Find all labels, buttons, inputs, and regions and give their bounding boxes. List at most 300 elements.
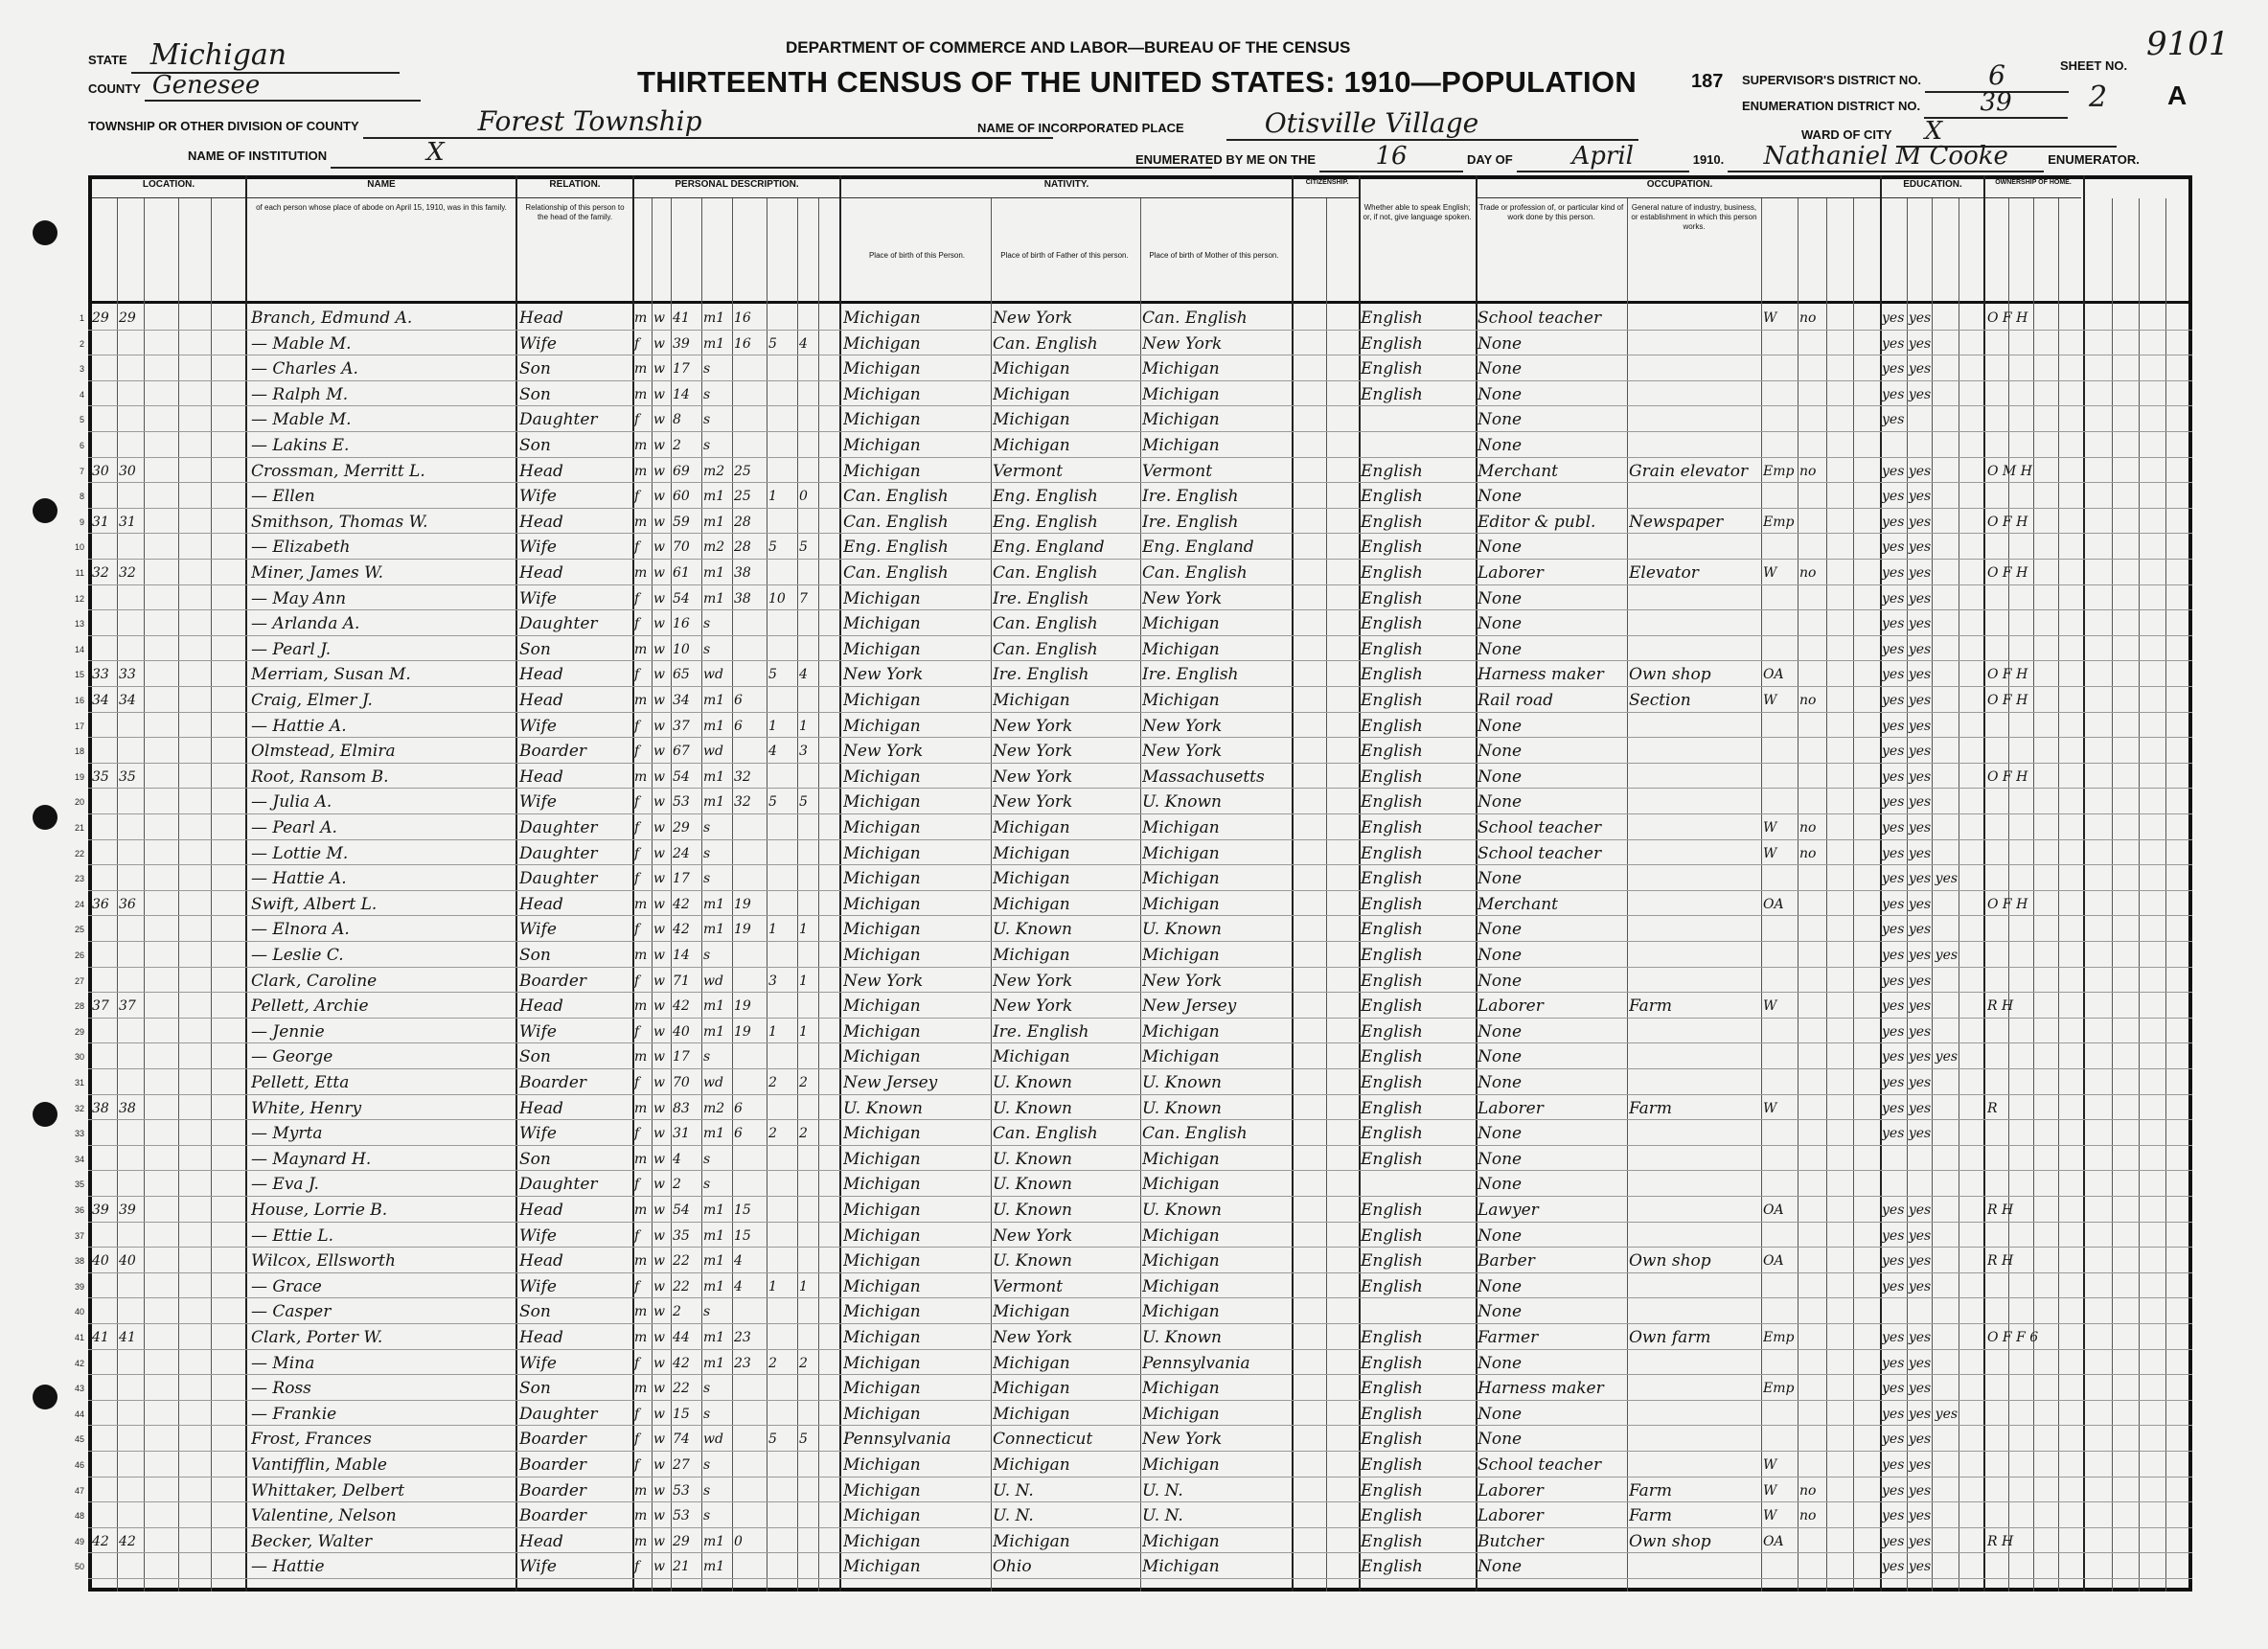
cell-ms: s [703,438,711,453]
table-row [74,840,2192,866]
line-number: 31 [74,1078,84,1088]
cell-dw [92,1553,119,1578]
enumerated-month: April [1517,142,1689,172]
cell-ms: wd [703,667,723,683]
line-number: 45 [74,1434,84,1445]
cell-rel: Head [519,309,563,328]
line-number: 42 [74,1358,84,1368]
cell-dw: 31 [92,514,109,530]
table-row [74,1477,2192,1503]
cell-yrs: 19 [734,998,751,1015]
cell-yrs: 0 [734,1533,743,1549]
cell-mbp: Michigan [1142,843,1220,863]
cell-race: w [653,1177,665,1193]
cell-bp: Michigan [843,716,921,736]
cell-ms: m1 [703,590,725,607]
cell-fam [119,1298,146,1323]
cell-age: 2 [673,438,681,453]
binder-hole-1 [33,220,57,245]
cell-own [1987,331,2081,355]
line-number: 14 [74,644,84,654]
cell-ed: yes yes yes [1882,871,1959,887]
cell-ed: yes yes [1882,693,1932,708]
cell-own: R H [1987,1202,2014,1218]
cell-ed: yes yes [1882,896,1932,912]
table-row [74,764,2192,790]
cell-own [1987,865,2081,890]
cell-name: Valentine, Nelson [251,1506,397,1526]
cell-rel: Head [519,691,563,710]
cell-ind [1629,381,1759,406]
cell-emp [1763,432,1798,457]
cell-mbp: Michigan [1142,1251,1220,1271]
cell-fbp: New York [993,1225,1073,1246]
cell-yrs [734,1069,763,1094]
cell-trade: Butcher [1478,1531,1544,1551]
cell-ms: s [703,616,711,632]
cell-ind [1629,585,1759,610]
cell-name: — May Ann [251,588,347,608]
cell-emp [1763,1043,1798,1068]
line-number: 12 [74,593,84,604]
cell-born [768,1248,795,1272]
cell-emp: W [1763,1100,1777,1116]
cell-age: 22 [673,1253,690,1270]
cell-age: 53 [673,1508,690,1524]
cell-fam [119,916,146,941]
cell-yrs [734,1375,763,1400]
cell-ed: yes yes [1882,1126,1932,1142]
cell-race: w [653,1278,665,1294]
cell-yrs [734,865,763,890]
cell-age: 59 [673,514,690,530]
cell-race: w [653,922,665,938]
cell-name: — Myrta [251,1124,323,1144]
cell-lang: English [1361,996,1423,1017]
cell-bp: Can. English [843,487,949,507]
cell-born: 1 [768,489,777,505]
cell-bp: Michigan [843,1251,921,1271]
cell-wk [1799,1375,1826,1400]
cell-mbp: U. N. [1142,1480,1183,1500]
cell-emp: Emp [1763,514,1795,530]
cell-race: w [653,1533,665,1549]
cell-ms: m1 [703,693,725,708]
cell-trade: None [1478,792,1523,813]
cell-emp [1763,355,1798,380]
cell-liv: 2 [799,1075,808,1090]
cell-liv: 5 [799,1431,808,1448]
table-row [74,636,2192,662]
cell-wk [1799,1171,1826,1196]
cell-ms: wd [703,1075,723,1090]
cell-bp: Michigan [843,894,921,914]
cell-trade: None [1478,1149,1523,1169]
line-number: 6 [79,441,84,450]
cell-fam [119,789,146,813]
cell-fbp: Michigan [993,436,1070,455]
cell-lang: English [1361,1430,1423,1450]
table-row [74,534,2192,560]
cell-mbp: Michigan [1142,436,1220,455]
line-number: 13 [74,619,84,630]
cell-fam [119,1069,146,1094]
cell-trade: None [1478,1047,1523,1067]
cell-bp: Michigan [843,843,921,863]
cell-lang [1361,1171,1474,1196]
cell-yrs: 6 [734,718,743,734]
cell-yrs [734,1553,763,1578]
cell-mbp: Michigan [1142,614,1220,634]
cell-bp: Michigan [843,920,921,940]
cell-fbp: Vermont [993,1276,1064,1296]
cell-own: O F H [1987,565,2028,581]
cell-yrs: 25 [734,463,751,479]
cell-wk [1799,1350,1826,1375]
table-row [74,993,2192,1019]
cell-ind [1629,1273,1759,1298]
cell-name: — Ellen [251,487,315,507]
cell-ed: yes yes [1882,973,1932,989]
cell-sex: f [634,1278,640,1294]
cell-ind [1629,610,1759,635]
cell-fam [119,1223,146,1248]
table-row [74,1553,2192,1579]
cell-ind [1629,1375,1759,1400]
cell-born [768,891,795,916]
cell-own [1987,1273,2081,1298]
cell-age: 8 [673,412,681,428]
cell-race: w [653,1406,665,1422]
enumeration-district-field: ENUMERATION DISTRICT NO. 39 [1742,88,2068,119]
cell-born [768,840,795,865]
table-row [74,1350,2192,1376]
cell-name: — Lottie M. [251,843,349,863]
cell-own [1987,916,2081,941]
cell-yrs [734,432,763,457]
cell-mbp: Michigan [1142,1276,1220,1296]
cell-race: w [653,463,665,479]
cell-race: w [653,1023,665,1040]
cell-sex: m [634,1304,648,1320]
cell-born [768,458,795,483]
cell-rel: Boarder [519,1430,587,1450]
cell-ind [1629,916,1759,941]
cell-emp [1763,331,1798,355]
cell-dw [92,406,119,431]
table-row [74,1273,2192,1299]
cell-own [1987,355,2081,380]
cell-mbp: New Jersey [1142,996,1237,1017]
cell-ms: s [703,641,711,657]
cell-liv [799,1528,818,1553]
cell-rel: Wife [519,1557,557,1577]
cell-name: — Mina [251,1353,315,1373]
cell-dw: 40 [92,1253,109,1270]
cell-fam [119,1273,146,1298]
cell-bp: Michigan [843,1149,921,1169]
cell-fam [119,1120,146,1145]
cell-name: — Leslie C. [251,946,344,965]
cell-name: — Casper [251,1302,332,1322]
cell-bp: Michigan [843,818,921,837]
cell-race: w [653,1431,665,1448]
cell-emp: Emp [1763,1381,1795,1397]
cell-fam [119,1553,146,1578]
cell-fbp: Michigan [993,410,1070,430]
cell-trade: None [1478,716,1523,736]
cell-fam: 42 [119,1533,136,1549]
cell-fbp: Michigan [993,1302,1070,1322]
cell-liv [799,305,818,330]
cell-wk [1799,713,1826,738]
table-row [74,610,2192,636]
cell-ms: m1 [703,335,725,352]
cell-race: w [653,1049,665,1065]
cell-rel: Head [519,1201,563,1220]
cell-emp [1763,1426,1798,1451]
cell-ind [1629,534,1759,559]
cell-ed: yes yes [1882,565,1932,581]
cell-rel: Son [519,1379,551,1399]
cell-lang: English [1361,1047,1423,1067]
cell-lang: English [1361,1124,1423,1144]
cell-wk [1799,381,1826,406]
cell-race: w [653,1559,665,1575]
line-number: 41 [74,1333,84,1342]
cell-liv [799,993,818,1018]
cell-bp: Michigan [843,309,921,328]
cell-ed: yes yes [1882,489,1932,505]
cell-ed: yes yes [1882,1100,1932,1116]
cell-lang: English [1361,1201,1423,1220]
cell-liv [799,1298,818,1323]
cell-yrs [734,840,763,865]
cell-rel: Head [519,665,563,685]
cell-emp [1763,916,1798,941]
cell-own [1987,814,2081,839]
cell-fbp: U. Known [993,1175,1072,1195]
cell-wk [1799,993,1826,1018]
cell-rel: Wife [519,716,557,736]
cell-trade: Laborer [1478,996,1544,1017]
cell-name: Swift, Albert L. [251,894,378,914]
cell-ed: yes yes [1882,794,1932,811]
cell-mbp: Michigan [1142,1047,1220,1067]
cell-name: — Mable M. [251,333,352,354]
cell-fbp: Eng. English [993,487,1098,507]
cell-rel: Head [519,563,563,583]
cell-yrs [734,738,763,763]
cell-liv [799,1223,818,1248]
cell-race: w [653,310,665,326]
line-number: 22 [74,848,84,859]
cell-wk: no [1799,693,1817,708]
cell-sex: m [634,1202,648,1218]
line-number: 26 [74,950,84,960]
table-row [74,1069,2192,1095]
cell-ed: yes yes [1882,744,1932,760]
cell-wk [1799,331,1826,355]
cell-age: 16 [673,616,690,632]
cell-bp: Michigan [843,767,921,787]
cell-age: 17 [673,361,690,378]
cell-fam: 38 [119,1100,136,1116]
cell-lang: English [1361,1225,1423,1246]
cell-trade: School teacher [1478,309,1602,328]
cell-ms: m1 [703,718,725,734]
cell-ed: yes yes yes [1882,948,1959,963]
cell-rel: Boarder [519,742,587,762]
cell-emp [1763,1120,1798,1145]
cell-name: Root, Ransom B. [251,767,389,787]
cell-emp [1763,1171,1798,1196]
cell-emp: W [1763,845,1777,861]
cell-wk [1799,1324,1826,1349]
cell-yrs [734,610,763,635]
cell-sex: f [634,1457,640,1473]
cell-trade: Barber [1478,1251,1535,1271]
cell-ed: yes yes [1882,1533,1932,1549]
cell-ind [1629,305,1759,330]
line-number: 29 [74,1026,84,1037]
cell-yrs [734,636,763,661]
cell-born [768,381,795,406]
cell-age: 60 [673,489,690,505]
cell-mbp: New York [1142,588,1223,608]
cell-emp [1763,713,1798,738]
cell-ed [1882,1298,1982,1323]
cell-name: — Ettie L. [251,1225,334,1246]
cell-liv [799,610,818,635]
cell-yrs: 4 [734,1278,743,1294]
cell-fam: 31 [119,514,136,530]
cell-race: w [653,1227,665,1244]
cell-rel: Son [519,1302,551,1322]
cell-born: 5 [768,1431,777,1448]
cell-bp: Michigan [843,436,921,455]
cell-name: Vantifflin, Mable [251,1455,387,1475]
cell-name: Merriam, Susan M. [251,665,411,685]
cell-name: — Mable M. [251,410,352,430]
cell-born: 5 [768,335,777,352]
cell-sex: m [634,1482,648,1499]
cell-ed: yes yes [1882,1075,1932,1090]
cell-ed: yes yes [1882,514,1932,530]
cell-yrs [734,1298,763,1323]
cell-yrs: 15 [734,1202,751,1218]
cell-yrs: 23 [734,1355,751,1371]
cell-age: 42 [673,998,690,1015]
cell-dw [92,1401,119,1426]
cell-trade: School teacher [1478,843,1602,863]
line-number: 30 [74,1052,84,1063]
cell-race: w [653,1202,665,1218]
cell-mbp: U. Known [1142,920,1222,940]
cell-race: w [653,693,665,708]
cell-trade: None [1478,1353,1523,1373]
table-row [79,381,2192,407]
cell-emp [1763,1223,1798,1248]
cell-fbp: Michigan [993,359,1070,379]
cell-ind [1629,1120,1759,1145]
cell-fbp: Michigan [993,843,1070,863]
line-number: 19 [74,771,84,782]
binder-hole-2 [33,498,57,523]
cell-emp [1763,406,1798,431]
cell-mbp: Michigan [1142,869,1220,889]
cell-trade: Merchant [1478,894,1558,914]
line-number: 21 [74,823,84,833]
group-citizenship: CITIZENSHIP. [1294,179,1361,198]
cell-ind: Farm [1629,1506,1673,1526]
cell-age: 15 [673,1406,690,1422]
line-number: 3 [79,364,84,375]
cell-dw [92,840,119,865]
cell-own [1987,1043,2081,1068]
cell-rel: Wife [519,1021,557,1042]
cell-lang: English [1361,384,1423,404]
cell-fam [119,1375,146,1400]
cell-ed: yes yes [1882,1482,1932,1499]
cell-own [1987,432,2081,457]
cell-bp: Pennsylvania [843,1430,951,1450]
cell-lang: English [1361,1328,1423,1347]
cell-ed: yes yes [1882,922,1932,938]
cell-sex: f [634,1126,640,1142]
cell-liv [799,458,818,483]
cell-wk [1799,1197,1826,1222]
cell-ed: yes yes [1882,1227,1932,1244]
table-row [74,891,2192,917]
cell-sex: m [634,1253,648,1270]
cell-dw [92,1350,119,1375]
cell-liv [799,381,818,406]
cell-ms: m1 [703,922,725,938]
cell-ed: yes yes [1882,335,1932,352]
cell-own [1987,534,2081,559]
line-number: 11 [75,568,84,578]
cell-born [768,305,795,330]
cell-wk [1799,1273,1826,1298]
cell-dw [92,483,119,508]
cell-age: 35 [673,1227,690,1244]
cell-own [1987,1375,2081,1400]
cell-ind [1629,1019,1759,1043]
cell-fbp: Can. English [993,563,1098,583]
subhead-birth-mother: Place of birth of Mother of this person. [1149,251,1279,260]
line-number: 5 [79,415,84,425]
cell-rel: Head [519,894,563,914]
line-number: 1 [79,313,84,323]
cell-fbp: Can. English [993,1124,1098,1144]
table-row [79,331,2192,356]
cell-bp: Michigan [843,1480,921,1500]
cell-age: 37 [673,718,690,734]
table-row [74,1528,2192,1554]
cell-ind: Own shop [1629,1531,1711,1551]
line-number: 20 [74,797,84,808]
cell-born: 1 [768,922,777,938]
table-row [75,560,2192,585]
cell-ind [1629,865,1759,890]
cell-dw [92,585,119,610]
cell-fam [119,406,146,431]
cell-ed [1882,432,1982,457]
cell-lang: English [1361,1404,1423,1424]
cell-fbp: Eng. English [993,512,1098,532]
cell-lang: English [1361,920,1423,940]
